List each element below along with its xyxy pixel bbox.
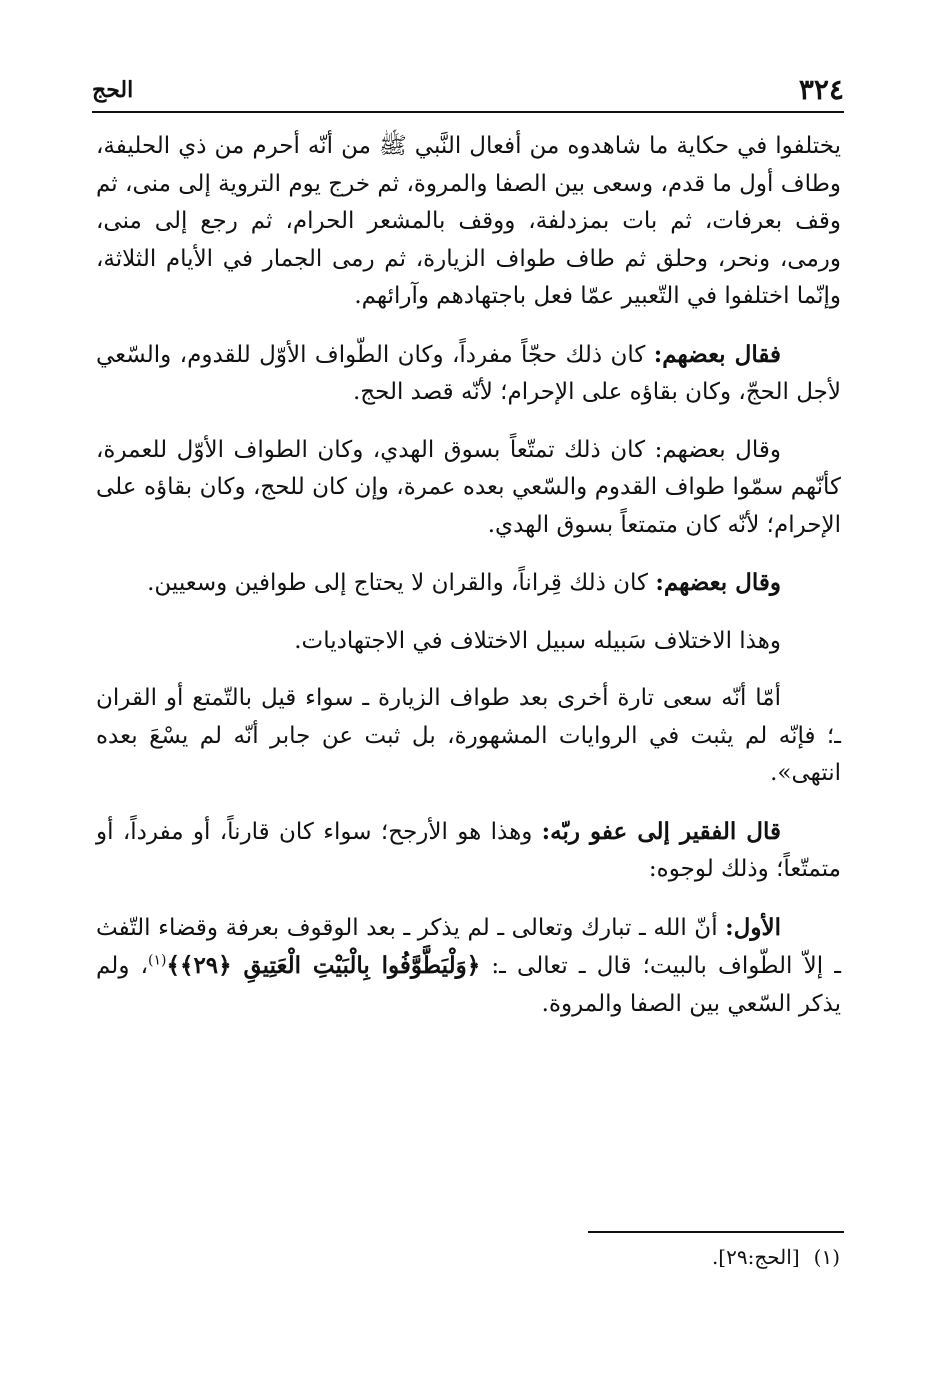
- paragraph-lead: فقال بعضهم:: [653, 340, 781, 368]
- paragraph: [96, 680, 841, 793]
- paragraph-lead: وقال بعضهم:: [655, 569, 781, 596]
- paragraph-text: وقال بعضهم: كان ذلك تمتّعاً بسوق الهدي، وكان الطواف الأوّل للعمرة، كأنّهم سمّوا طواف القدوم والسّعي بعده عمرة، وإن كان للحج، وكان بقاؤه على الإحرام؛ لأنّه كان متمتعاً بسوق الهدي.: [96, 436, 841, 538]
- paragraph-text: يختلفوا في حكاية ما شاهدوه من أفعال النَّبي ﷺ من أنّه أحرم من ذي الحليفة، وطاف أول ما قدم، وسعى بين الصفا والمروة، ثم خرج يوم التروية إلى منى، ثم وقف بعرفات، ثم بات بمزدلفة، ووقف بالمشعر الحرام، ثم رجع إلى منى، ورمى، ونحر، وحلق ثم طاف طواف الزيارة، ثم رمى الجمار في الأيام الثلاثة، وإنّما اختلفوا في التّعبير عمّا فعل باجتهادهم وآرائهم.: [96, 133, 841, 309]
- paragraph: [96, 909, 841, 1024]
- paragraph-lead: الأول:: [725, 913, 781, 941]
- paragraph-text: وهذا هو الأرجح؛ سواء كان قارناً، أو مفرداً، أو متمتّعاً؛ وذلك لوجوه:: [96, 818, 841, 882]
- paragraph: [96, 623, 841, 661]
- paragraph-text: أمّا أنّه سعى تارة أخرى بعد طواف الزيارة ـ سواء قيل بالتّمتع أو القران ـ؛ فإنّه لم يثبت في الروايات المشهورة، بل ثبت عن جابر أنّه لم يسْعَ بعده انتهى».: [96, 685, 841, 786]
- header-rule: [92, 111, 844, 113]
- paragraph-text: كان ذلك قِراناً، والقران لا يحتاج إلى طوافين وسعيين.: [147, 570, 656, 596]
- body-text: [96, 128, 841, 1043]
- chapter-title: الحج: [92, 77, 134, 103]
- running-head: [92, 70, 844, 110]
- paragraph-text: وهذا الاختلاف سَبيله سبيل الاختلاف في الاجتهاديات.: [294, 627, 781, 654]
- paragraph: [96, 336, 841, 412]
- paragraph-text: كان ذلك حجّاً مفرداً، وكان الطّواف الأوّل للقدوم، والسّعي لأجل الحجّ، وكان بقاؤه على الإحرام؛ لأنّه قصد الحج.: [96, 341, 841, 405]
- footnote-number: (١): [813, 1245, 840, 1269]
- footnote: [400, 1240, 840, 1274]
- paragraph-lead: قال الفقير إلى عفو ربّه:: [541, 817, 781, 845]
- paragraph-text: أنّ الله ـ تبارك وتعالى ـ لم يذكر ـ بعد الوقوف بعرفة وقضاء التّفث ـ إلاّ الطّواف بالبيت؛ قال ـ تعالى ـ:: [96, 914, 842, 979]
- footnote-reference[interactable]: (١): [148, 952, 167, 969]
- footnote-rule: [588, 1231, 844, 1233]
- paragraph: [96, 564, 841, 603]
- paragraph: [96, 128, 841, 316]
- quran-verse: ﴿وَلْيَطَّوَّفُوا بِالْبَيْتِ الْعَتِيقِ ﴿٢٩﴾﴾: [166, 952, 481, 979]
- paragraph-text: ، ولم يذكر السّعي بين الصفا والمروة.: [96, 953, 841, 1017]
- paragraph: [96, 432, 841, 545]
- footnote-text: [الحج:٢٩].: [711, 1245, 800, 1269]
- paragraph: [96, 813, 841, 889]
- page-number: ٣٢٤: [798, 73, 844, 106]
